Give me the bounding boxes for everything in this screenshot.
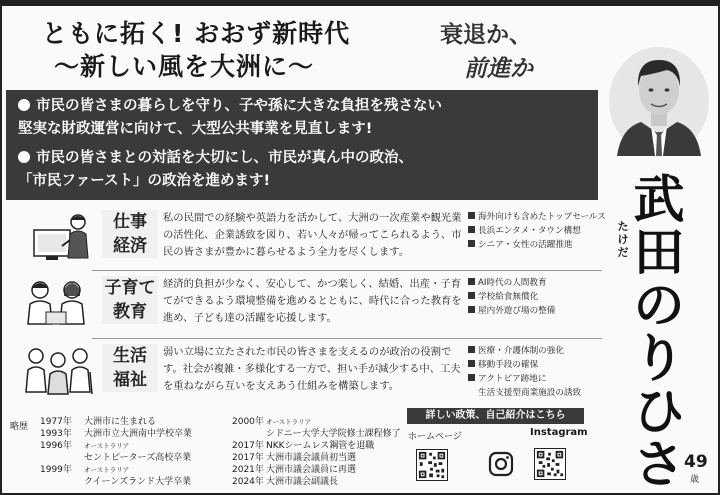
history-column-2 — [232, 416, 422, 488]
points-welfare — [468, 344, 602, 400]
point-item: AI時代の人間教育 — [468, 276, 602, 290]
policy-section-welfare — [6, 338, 598, 404]
pledge-2-line2: 「市民ファースト」の政治を進めます! — [18, 173, 271, 189]
candidate-age-unit: 歳 — [690, 475, 700, 485]
pledge-1-line1: 市民の皆さまの暮らしを守り、子や孫に大きな負担を残さない — [36, 98, 442, 114]
pledge-2-line1: 市民の皆さまとの対話を大切にし、市民が真ん中の政治、 — [36, 150, 413, 166]
office-worker-illustration-icon — [16, 208, 96, 266]
category-childcare: 子育て 教育 — [102, 276, 158, 324]
history-column-1 — [40, 416, 215, 488]
point-item: 医療・介護体制の強化 — [468, 344, 602, 358]
category-welfare: 生活 福祉 — [102, 344, 158, 392]
policy-section-childcare — [6, 270, 598, 336]
history-row: 2017年 NKKシームレス鋼管を退職 — [232, 441, 375, 451]
history-row: 2021年 大洲市議会議員に再選 — [232, 465, 357, 475]
history-row: 2017年 大洲市議会議員初当選 — [232, 453, 357, 463]
career-history — [10, 414, 410, 494]
pledge-1-line2: 堅実な財政運営に向けて、大型公共事業を見直します! — [18, 121, 373, 137]
category-work: 仕事 経済 — [102, 210, 158, 258]
history-row: 2024年 大洲市議会副議長 — [232, 477, 339, 487]
history-row: 1977年 大洲市に生まれる — [40, 417, 157, 427]
top-rule — [2, 2, 720, 6]
family-illustration-icon — [16, 274, 96, 332]
point-item: 学校給食無償化 — [468, 290, 602, 304]
pledge-2 — [18, 147, 413, 193]
history-row: シドニー大学大学院修士課程修了 — [266, 429, 401, 439]
description-work: 私の民間での経験や英語力を活かして、大洲の一次産業や観光業の活性化、企業誘致を図り、若い人々が帰ってこられるよう、市民の皆さまが豊かに暮らせるよう全力を尽くします。 — [163, 212, 462, 258]
instagram-qr-code[interactable] — [534, 448, 566, 480]
point-item: シニア・女性の活躍推進 — [468, 238, 602, 252]
description-welfare: 弱い立場に立たされた市民の皆さまを支えるのが政治の役割です。社会が複雑・多様化する一方で、担い手が減少する中、工夫を重ねながら互いを支えあう仕組みを構築します。 — [163, 346, 461, 392]
candidate-age: 49 — [684, 452, 708, 472]
instagram-label: Instagram — [530, 427, 588, 438]
pledge-1 — [18, 95, 442, 141]
points-childcare — [468, 276, 602, 318]
bullet-icon — [18, 151, 30, 163]
subhead-line2: 前進か — [464, 55, 533, 82]
point-item: アクトピア跡地に — [468, 372, 602, 386]
history-row: 1999年 オーストラリア — [40, 465, 130, 475]
point-item: 屋内外遊び場の整備 — [468, 304, 602, 318]
homepage-qr-code[interactable] — [416, 449, 448, 481]
candidate-name: 武 田 の り ひ さ — [620, 174, 698, 492]
history-row: クイーンズランド大学卒業 — [84, 477, 192, 487]
headline-line1: ともに拓く! おおず新時代 — [42, 19, 351, 48]
seniors-illustration-icon — [16, 342, 96, 400]
bullet-icon — [18, 99, 30, 111]
history-row: セントピーターズ高校卒業 — [84, 453, 192, 463]
candidate-name-char: さ — [633, 436, 685, 495]
more-info-banner: 詳しい政策、自己紹介はこちら — [407, 408, 584, 424]
instagram-icon[interactable] — [488, 451, 514, 477]
point-item: 移動手段の確保 — [468, 358, 602, 372]
subhead-line1: 衰退か、 — [440, 21, 532, 48]
history-row: 2000年 オーストラリア — [232, 417, 312, 427]
point-item: 海外向けも含めたトップセールス — [468, 210, 602, 224]
point-item: 生活支援型商業施設の誘致 — [478, 388, 582, 398]
points-work — [468, 210, 606, 252]
history-row: 1993年 大洲市立大洲南中学校卒業 — [40, 429, 193, 439]
candidate-kana: たけだ — [617, 220, 629, 259]
history-label: 略歴 — [10, 422, 29, 432]
point-item: 長浜エンタメ・タウン構想 — [468, 224, 602, 238]
history-row: 1996年 オーストラリア — [40, 441, 130, 451]
description-childcare: 経済的負担が少なく、安心して、かつ楽しく、結婚、出産・子育てができるよう環境整備を進めるとともに、時代に合った教育を進め、子ども達の活躍を応援します。 — [163, 278, 462, 324]
homepage-label: ホームページ — [408, 432, 462, 442]
headline-line2: 〜新しい風を大洲に〜 — [54, 52, 315, 81]
pledge-band — [6, 90, 598, 200]
policy-section-work — [6, 204, 606, 270]
candidate-portrait — [607, 46, 711, 156]
